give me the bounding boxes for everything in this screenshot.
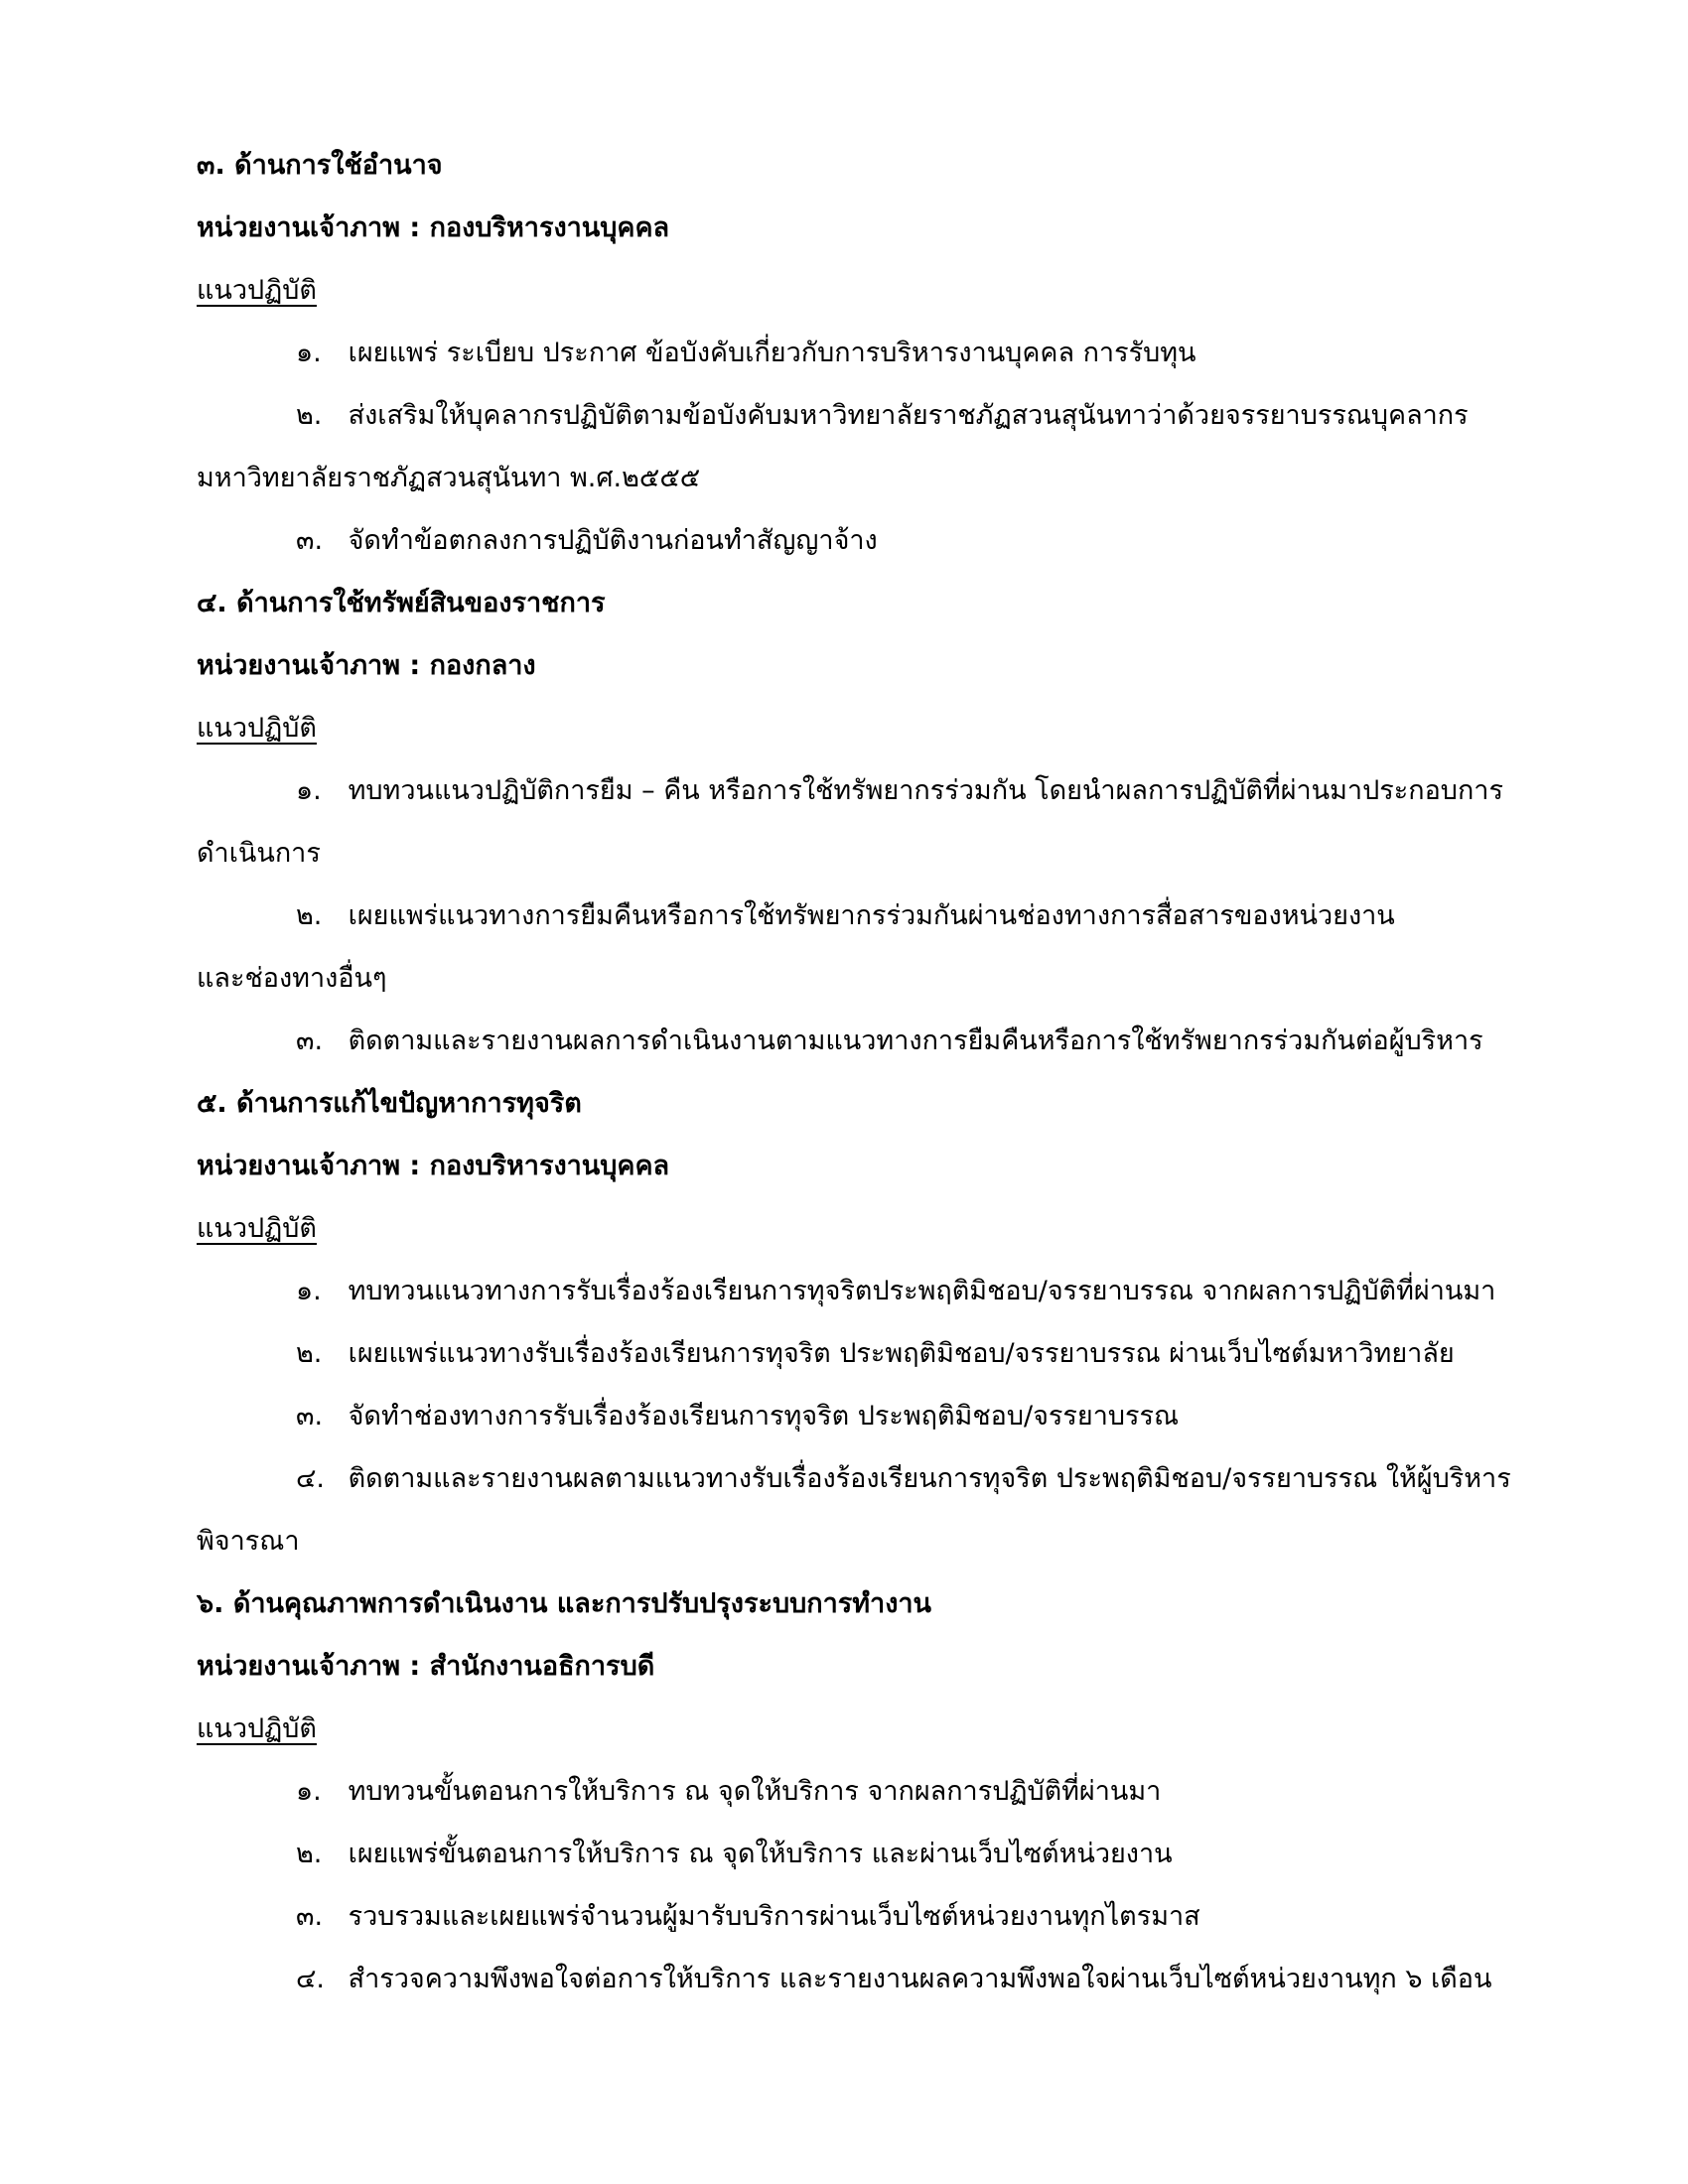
section-5-item-4 <box>197 1457 1529 1520</box>
practice-label: แนวปฏิบัติ <box>197 1713 317 1744</box>
item-text: ติดตามและรายงานผลการดำเนินงานตามแนวทางการยืมคืนหรือการใช้ทรัพยากรร่วมกันต่อผู้บริหาร <box>348 1025 1483 1056</box>
item-text: เผยแพร่ ระเบียบ ประกาศ ข้อบังคับเกี่ยวกับการบริหารงานบุคคล การรับทุน <box>348 338 1196 368</box>
item-number: ๓. <box>296 1901 324 1932</box>
item-number: ๒. <box>296 1839 323 1869</box>
practice-label: แนวปฏิบัติ <box>197 1213 317 1244</box>
item-number: ๔. <box>296 1964 326 1994</box>
section-4-practice-heading <box>197 707 1529 769</box>
item-text: เผยแพร่ขั้นตอนการให้บริการ ณ จุดให้บริการ และผ่านเว็บไซต์หน่วยงาน <box>348 1839 1173 1869</box>
item-number: ๑. <box>296 775 322 806</box>
section-6-title <box>197 1582 1529 1645</box>
section-4-item-3 <box>197 1020 1529 1082</box>
section-5-title <box>197 1082 1529 1145</box>
host-value: กองบริหารงานบุคคล <box>429 1151 670 1181</box>
section-3-title-text: ด้านการใช้อำนาจ <box>234 150 443 181</box>
item-text: ส่งเสริมให้บุคลากรปฏิบัติตามข้อบังคับมหาวิทยาลัยราชภัฏสวนสุนันทาว่าด้วยจรรยาบรรณบุคลากร <box>348 400 1469 431</box>
section-5-practice-heading <box>197 1207 1529 1270</box>
section-5-item-4-continuation <box>197 1520 1529 1582</box>
host-label: หน่วยงานเจ้าภาพ : <box>197 1151 421 1181</box>
section-6-title-text: ด้านคุณภาพการดำเนินงาน และการปรับปรุงระบบการทำงาน <box>232 1588 931 1619</box>
item-number: ๓. <box>296 1025 324 1056</box>
section-4-host <box>197 644 1529 707</box>
item-continuation-text: พิจารณา <box>197 1526 300 1557</box>
item-text: สำรวจความพึงพอใจต่อการให้บริการ และรายงานผลความพึงพอใจผ่านเว็บไซต์หน่วยงานทุก ๖ เดือน <box>348 1964 1492 1994</box>
item-text: เผยแพร่แนวทางรับเรื่องร้องเรียนการทุจริต ประพฤติมิชอบ/จรรยาบรรณ ผ่านเว็บไซต์มหาวิทยาลัย <box>348 1338 1455 1369</box>
section-5-title-text: ด้านการแก้ไขปัญหาการทุจริต <box>236 1088 582 1119</box>
host-label: หน่วยงานเจ้าภาพ : <box>197 212 421 243</box>
section-5-item-1 <box>197 1270 1529 1332</box>
host-value: สำนักงานอธิการบดี <box>429 1651 655 1682</box>
item-continuation-text: มหาวิทยาลัยราชภัฏสวนสุนันทา พ.ศ.๒๕๕๕ <box>197 463 701 493</box>
item-number: ๔. <box>296 1463 326 1494</box>
practice-label: แนวปฏิบัติ <box>197 275 317 306</box>
item-number: ๓. <box>296 1401 324 1432</box>
item-text: ทบทวนแนวทางการรับเรื่องร้องเรียนการทุจริตประพฤติมิชอบ/จรรยาบรรณ จากผลการปฏิบัติที่ผ่านมา <box>348 1276 1496 1306</box>
host-value: กองบริหารงานบุคคล <box>429 212 670 243</box>
item-continuation-text: และช่องทางอื่นๆ <box>197 963 387 994</box>
item-number: ๑. <box>296 1276 322 1306</box>
item-text: เผยแพร่แนวทางการยืมคืนหรือการใช้ทรัพยากรร่วมกันผ่านช่องทางการสื่อสารของหน่วยงาน <box>348 900 1395 931</box>
section-3-item-2-continuation <box>197 457 1529 519</box>
item-text: รวบรวมและเผยแพร่จำนวนผู้มารับบริการผ่านเว็บไซต์หน่วยงานทุกไตรมาส <box>348 1901 1200 1932</box>
section-3-item-2 <box>197 394 1529 457</box>
section-6-number: ๖. <box>197 1588 224 1619</box>
section-6-item-3 <box>197 1895 1529 1958</box>
section-3-item-1 <box>197 332 1529 394</box>
item-number: ๓. <box>296 525 324 556</box>
section-4-number: ๔. <box>197 588 227 618</box>
section-6-item-1 <box>197 1770 1529 1833</box>
item-text: ติดตามและรายงานผลตามแนวทางรับเรื่องร้องเรียนการทุจริต ประพฤติมิชอบ/จรรยาบรรณ ให้ผู้บริหาร <box>348 1463 1511 1494</box>
item-text: จัดทำช่องทางการรับเรื่องร้องเรียนการทุจริต ประพฤติมิชอบ/จรรยาบรรณ <box>348 1401 1180 1432</box>
host-value: กองกลาง <box>429 650 536 681</box>
item-continuation-text: ดำเนินการ <box>197 838 321 869</box>
section-5-item-3 <box>197 1395 1529 1457</box>
item-number: ๑. <box>296 1776 322 1807</box>
section-3-item-3 <box>197 519 1529 582</box>
section-3-host <box>197 206 1529 269</box>
item-text: ทบทวนแนวปฏิบัติการยืม – คืน หรือการใช้ทรัพยากรร่วมกัน โดยนำผลการปฏิบัติที่ผ่านมาประกอบการ <box>348 775 1503 806</box>
section-4-item-2 <box>197 894 1529 957</box>
section-4-title-text: ด้านการใช้ทรัพย์สินของราชการ <box>236 588 606 618</box>
item-number: ๒. <box>296 1338 323 1369</box>
section-4-item-2-continuation <box>197 957 1529 1020</box>
item-text: ทบทวนขั้นตอนการให้บริการ ณ จุดให้บริการ จากผลการปฏิบัติที่ผ่านมา <box>348 1776 1162 1807</box>
section-4-title <box>197 582 1529 644</box>
item-number: ๒. <box>296 400 323 431</box>
section-6-host <box>197 1645 1529 1707</box>
item-text: จัดทำข้อตกลงการปฏิบัติงานก่อนทำสัญญาจ้าง <box>348 525 878 556</box>
host-label: หน่วยงานเจ้าภาพ : <box>197 650 421 681</box>
item-number: ๑. <box>296 338 322 368</box>
section-4-item-1-continuation <box>197 832 1529 894</box>
section-6-practice-heading <box>197 1707 1529 1770</box>
item-number: ๒. <box>296 900 323 931</box>
section-4-item-1 <box>197 769 1529 832</box>
section-6-item-2 <box>197 1833 1529 1895</box>
section-3-title <box>197 144 1529 206</box>
section-5-item-2 <box>197 1332 1529 1395</box>
section-3-practice-heading <box>197 269 1529 332</box>
practice-label: แนวปฏิบัติ <box>197 713 317 744</box>
section-5-host <box>197 1145 1529 1207</box>
section-5-number: ๕. <box>197 1088 227 1119</box>
section-6-item-4 <box>197 1958 1529 2020</box>
section-3-number: ๓. <box>197 150 225 181</box>
host-label: หน่วยงานเจ้าภาพ : <box>197 1651 421 1682</box>
